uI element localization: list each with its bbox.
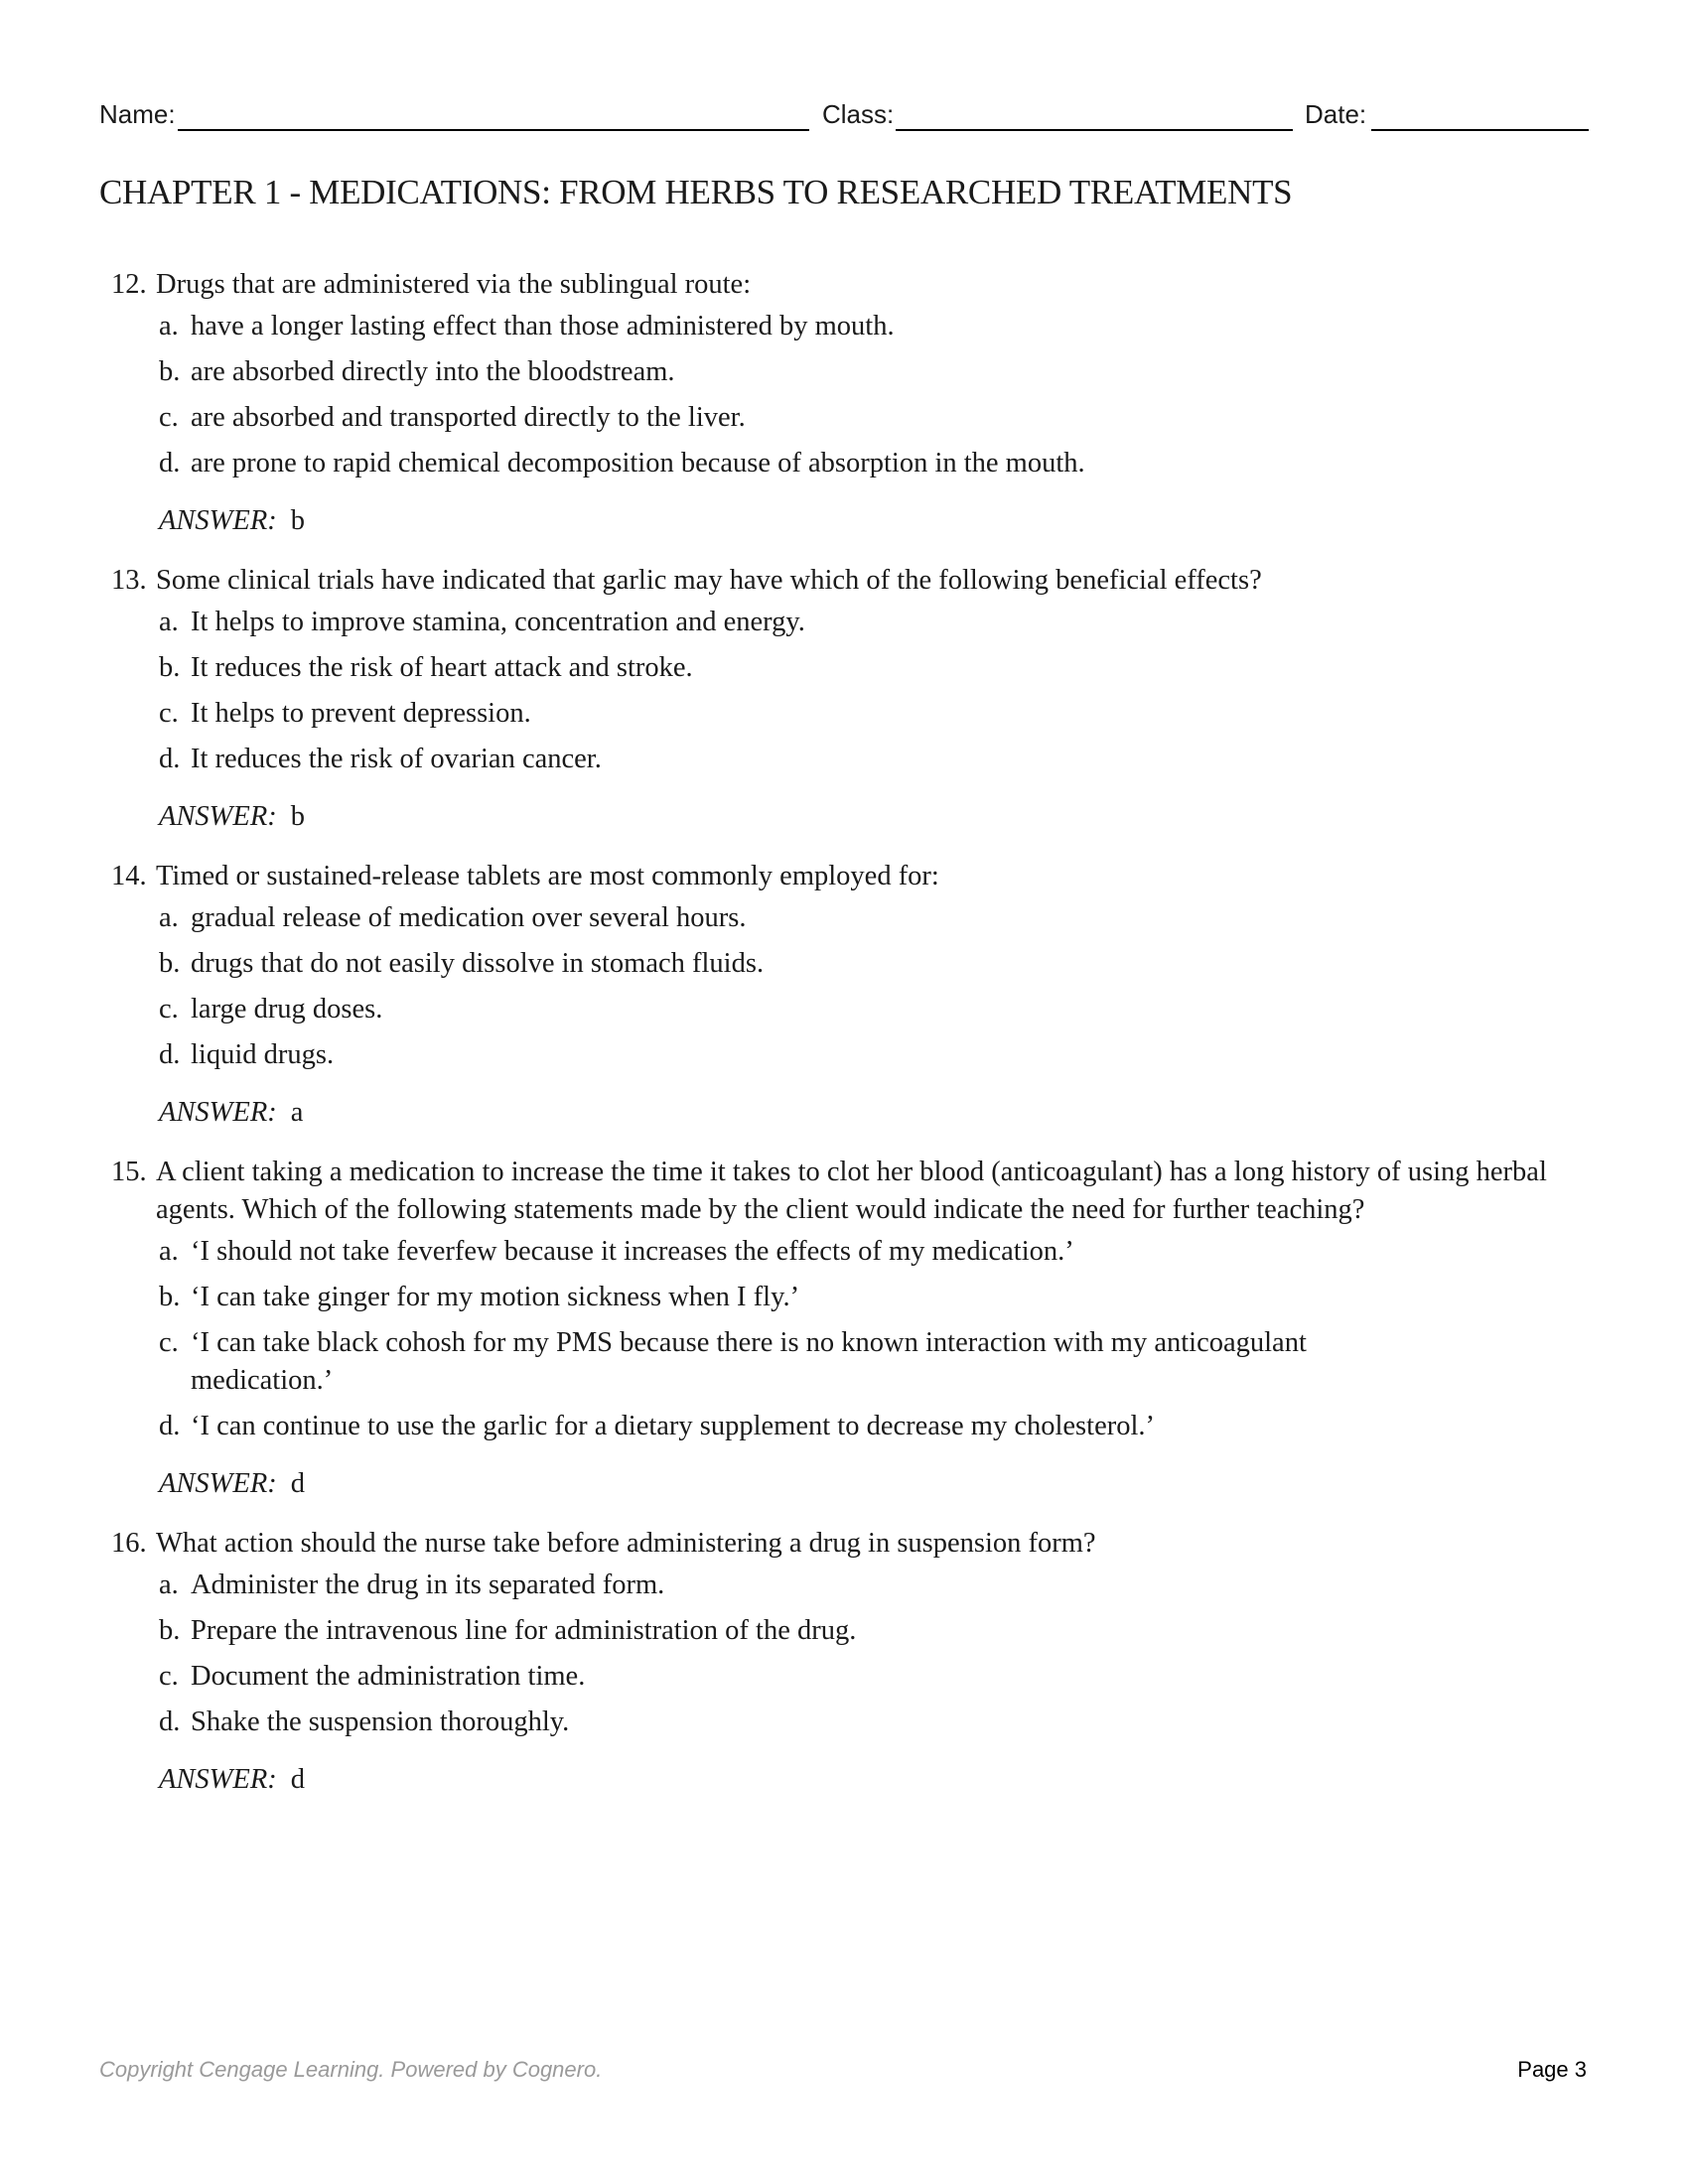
option-c bbox=[159, 399, 1571, 437]
question-text: Some clinical trials have indicated that garlic may have which of the following beneficial effects? bbox=[156, 565, 1262, 596]
answer-value: d bbox=[290, 1764, 305, 1795]
option-letter: c. bbox=[159, 698, 179, 729]
option-list bbox=[111, 308, 1571, 482]
date-field[interactable] bbox=[1371, 129, 1589, 131]
answer-label: ANSWER: bbox=[159, 505, 277, 536]
option-list bbox=[111, 1233, 1571, 1445]
option-a bbox=[159, 308, 1571, 345]
option-text: large drug doses. bbox=[191, 994, 383, 1024]
class-field[interactable] bbox=[896, 129, 1293, 131]
option-a bbox=[159, 1567, 1571, 1604]
option-c bbox=[159, 695, 1571, 733]
answer-line bbox=[111, 502, 1571, 540]
option-b bbox=[159, 1612, 1571, 1650]
option-text: ‘I can take black cohosh for my PMS because there is no known interaction with my anticoagulant medication.’ bbox=[191, 1327, 1307, 1396]
question-text: Drugs that are administered via the sublingual route: bbox=[156, 269, 752, 300]
question-12 bbox=[111, 266, 1571, 540]
option-letter: a. bbox=[159, 311, 179, 341]
question-text: Timed or sustained-release tablets are most commonly employed for: bbox=[156, 861, 939, 891]
option-text: ‘I should not take feverfew because it increases the effects of my medication.’ bbox=[191, 1236, 1074, 1267]
option-letter: b. bbox=[159, 1615, 181, 1646]
question-number: 14. bbox=[111, 861, 147, 891]
option-text: It reduces the risk of ovarian cancer. bbox=[191, 744, 602, 774]
option-list bbox=[111, 1567, 1571, 1741]
option-b bbox=[159, 1279, 1571, 1316]
question-number: 12. bbox=[111, 269, 147, 300]
answer-label: ANSWER: bbox=[159, 1764, 277, 1795]
header bbox=[99, 99, 1589, 139]
name-label: Name: bbox=[99, 99, 176, 129]
option-text: ‘I can continue to use the garlic for a dietary supplement to decrease my cholesterol.’ bbox=[191, 1411, 1155, 1441]
option-letter: a. bbox=[159, 1570, 179, 1600]
option-b bbox=[159, 353, 1571, 391]
question-stem bbox=[111, 1154, 1571, 1229]
option-letter: c. bbox=[159, 1327, 179, 1358]
option-letter: c. bbox=[159, 994, 179, 1024]
option-text: drugs that do not easily dissolve in stomach fluids. bbox=[191, 948, 765, 979]
option-c bbox=[159, 991, 1571, 1028]
answer-value: a bbox=[290, 1097, 304, 1128]
option-letter: a. bbox=[159, 607, 179, 637]
question-14 bbox=[111, 858, 1571, 1132]
answer-value: d bbox=[290, 1468, 305, 1499]
name-field[interactable] bbox=[178, 129, 809, 131]
option-d bbox=[159, 445, 1571, 482]
option-text: are absorbed and transported directly to the liver. bbox=[191, 402, 746, 433]
option-text: It helps to prevent depression. bbox=[191, 698, 531, 729]
option-letter: d. bbox=[159, 1039, 181, 1070]
option-d bbox=[159, 1036, 1571, 1074]
question-list bbox=[111, 266, 1571, 1799]
option-letter: a. bbox=[159, 1236, 179, 1267]
answer-label: ANSWER: bbox=[159, 1097, 277, 1128]
question-13 bbox=[111, 562, 1571, 836]
question-text: A client taking a medication to increase the time it takes to clot her blood (anticoagulant) has a long history of using herbal agents. Which of the following statements made by the client would indicate the need for further teaching? bbox=[156, 1157, 1547, 1225]
option-letter: b. bbox=[159, 356, 181, 387]
option-c bbox=[159, 1324, 1571, 1400]
copyright-notice: Copyright Cengage Learning. Powered by Cognero. bbox=[99, 2057, 603, 2082]
answer-line bbox=[111, 1761, 1571, 1799]
answer-label: ANSWER: bbox=[159, 1468, 277, 1499]
answer-value: b bbox=[290, 505, 305, 536]
option-text: gradual release of medication over several hours. bbox=[191, 902, 747, 933]
question-stem bbox=[111, 266, 1571, 304]
option-text: Shake the suspension thoroughly. bbox=[191, 1706, 570, 1737]
option-letter: b. bbox=[159, 1282, 181, 1312]
option-text: Document the administration time. bbox=[191, 1661, 586, 1692]
question-number: 15. bbox=[111, 1157, 147, 1187]
option-c bbox=[159, 1658, 1571, 1696]
answer-line bbox=[111, 1094, 1571, 1132]
class-label: Class: bbox=[822, 99, 895, 129]
question-number: 13. bbox=[111, 565, 147, 596]
answer-label: ANSWER: bbox=[159, 801, 277, 832]
option-text: Administer the drug in its separated form. bbox=[191, 1570, 665, 1600]
question-text: What action should the nurse take before administering a drug in suspension form? bbox=[156, 1528, 1096, 1559]
option-d bbox=[159, 1704, 1571, 1741]
option-text: It reduces the risk of heart attack and stroke. bbox=[191, 652, 693, 683]
answer-line bbox=[111, 798, 1571, 836]
option-d bbox=[159, 1408, 1571, 1445]
option-letter: b. bbox=[159, 652, 181, 683]
option-text: are prone to rapid chemical decomposition because of absorption in the mouth. bbox=[191, 448, 1085, 478]
option-a bbox=[159, 899, 1571, 937]
option-letter: a. bbox=[159, 902, 179, 933]
question-16 bbox=[111, 1525, 1571, 1799]
option-d bbox=[159, 741, 1571, 778]
option-text: ‘I can take ginger for my motion sickness when I fly.’ bbox=[191, 1282, 800, 1312]
answer-line bbox=[111, 1465, 1571, 1503]
option-text: are absorbed directly into the bloodstream. bbox=[191, 356, 675, 387]
option-a bbox=[159, 604, 1571, 641]
option-text: It helps to improve stamina, concentration and energy. bbox=[191, 607, 805, 637]
option-letter: d. bbox=[159, 744, 181, 774]
option-letter: d. bbox=[159, 1411, 181, 1441]
answer-value: b bbox=[290, 801, 305, 832]
option-letter: c. bbox=[159, 402, 179, 433]
question-stem bbox=[111, 858, 1571, 895]
option-text: Prepare the intravenous line for administration of the drug. bbox=[191, 1615, 857, 1646]
option-b bbox=[159, 649, 1571, 687]
option-letter: d. bbox=[159, 1706, 181, 1737]
question-15 bbox=[111, 1154, 1571, 1503]
option-text: liquid drugs. bbox=[191, 1039, 335, 1070]
option-text: have a longer lasting effect than those administered by mouth. bbox=[191, 311, 895, 341]
option-a bbox=[159, 1233, 1571, 1271]
option-list bbox=[111, 899, 1571, 1074]
date-label: Date: bbox=[1305, 99, 1367, 129]
question-stem bbox=[111, 562, 1571, 600]
option-list bbox=[111, 604, 1571, 778]
question-number: 16. bbox=[111, 1528, 147, 1559]
option-letter: d. bbox=[159, 448, 181, 478]
question-stem bbox=[111, 1525, 1571, 1563]
option-b bbox=[159, 945, 1571, 983]
page-number: Page 3 bbox=[1517, 2057, 1587, 2082]
chapter-title: CHAPTER 1 - MEDICATIONS: FROM HERBS TO RESEARCHED TREATMENTS bbox=[99, 173, 1293, 211]
option-letter: b. bbox=[159, 948, 181, 979]
option-letter: c. bbox=[159, 1661, 179, 1692]
